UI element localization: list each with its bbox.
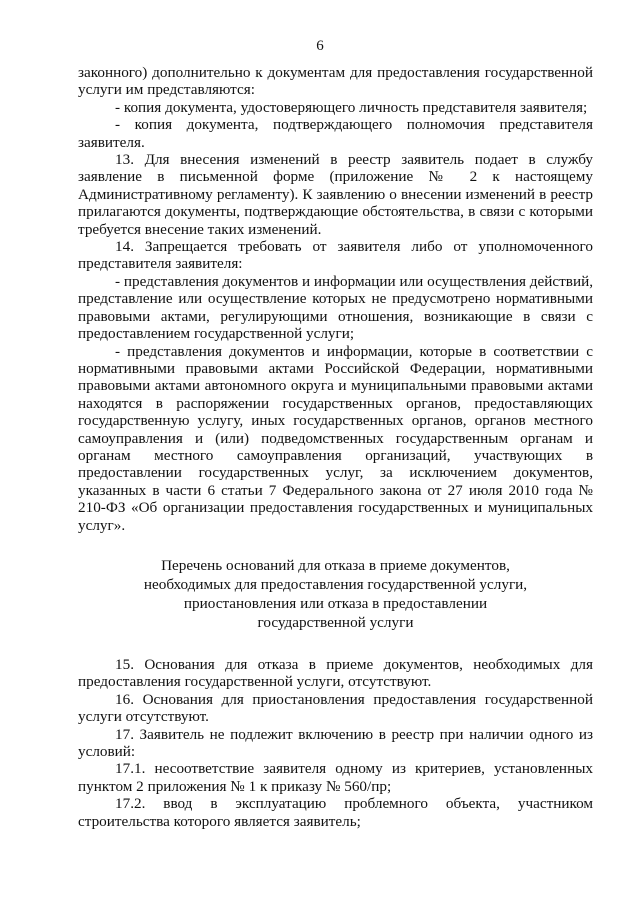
paragraphs-top — [78, 64, 593, 534]
page-number: 6 — [316, 38, 324, 54]
paragraphs-bottom — [78, 656, 593, 830]
paragraph: 13. Для внесения изменений в реестр заявитель подает в службу заявление в письменной форме (приложение № 2 к настоящему Административному регламенту). К заявлению о внесении изменений в реестр прилагаются документы, подтверждающие обстоятельства, в связи с которыми требуется внесение таких изменений. — [78, 151, 593, 238]
paragraph: - представления документов и информации, которые в соответствии с нормативными правовыми актами Российской Федерации, нормативными правовыми актами автономного округа и муниципальными правовыми актами находятся в распоряжении государственных органов, предоставляющих государственную услугу, иных государственных органов, органов местного самоуправления и (или) подведомственных государственным органам и органам местного самоуправления организаций, участвующих в предоставлении государственных услуг, за исключением документов, указанных в части 6 статьи 7 Федерального закона от 27 июля 2010 года № 210-ФЗ «Об организации предоставления государственных и муниципальных услуг». — [78, 342, 593, 534]
section-heading-line: необходимых для предоставления государственной услуги, — [143, 575, 528, 593]
paragraph: 16. Основания для приостановления предоставления государственной услуги отсутствуют. — [78, 690, 593, 726]
paragraph: 17.2. ввод в эксплуатацию проблемного объекта, участником строительства которого является заявитель; — [78, 795, 593, 830]
paragraph: - представления документов и информации или осуществления действий, представление или осуществление которых не предусмотрено нормативными правовыми актами, регулирующими отношения, возникающие в связи с предоставлением государственной услуги; — [78, 272, 593, 343]
section-heading-line: приостановления или отказа в предоставлении — [183, 594, 488, 612]
paragraph: 14. Запрещается требовать от заявителя либо от уполномоченного представителя заявителя: — [78, 238, 593, 273]
section-heading — [78, 556, 593, 632]
paragraph: - копия документа, удостоверяющего личность представителя заявителя; — [115, 98, 588, 116]
paragraph: 17.1. несоответствие заявителя одному из критериев, установленных пунктом 2 приложения № 1 к приказу № 560/пр; — [78, 760, 593, 795]
section-heading-line: Перечень оснований для отказа в приеме документов, — [161, 556, 510, 574]
paragraph: законного) дополнительно к документам для предоставления государственной услуги им представляются: — [78, 64, 593, 99]
section-heading-line: государственной услуги — [257, 613, 414, 631]
document-body — [78, 64, 593, 830]
paragraph: 17. Заявитель не подлежит включению в реестр при наличии одного из условий: — [78, 725, 593, 760]
paragraph: 15. Основания для отказа в приеме документов, необходимых для предоставления государственной услуги, отсутствуют. — [78, 655, 593, 691]
paragraph: - копия документа, подтверждающего полномочия представителя заявителя. — [78, 116, 593, 151]
